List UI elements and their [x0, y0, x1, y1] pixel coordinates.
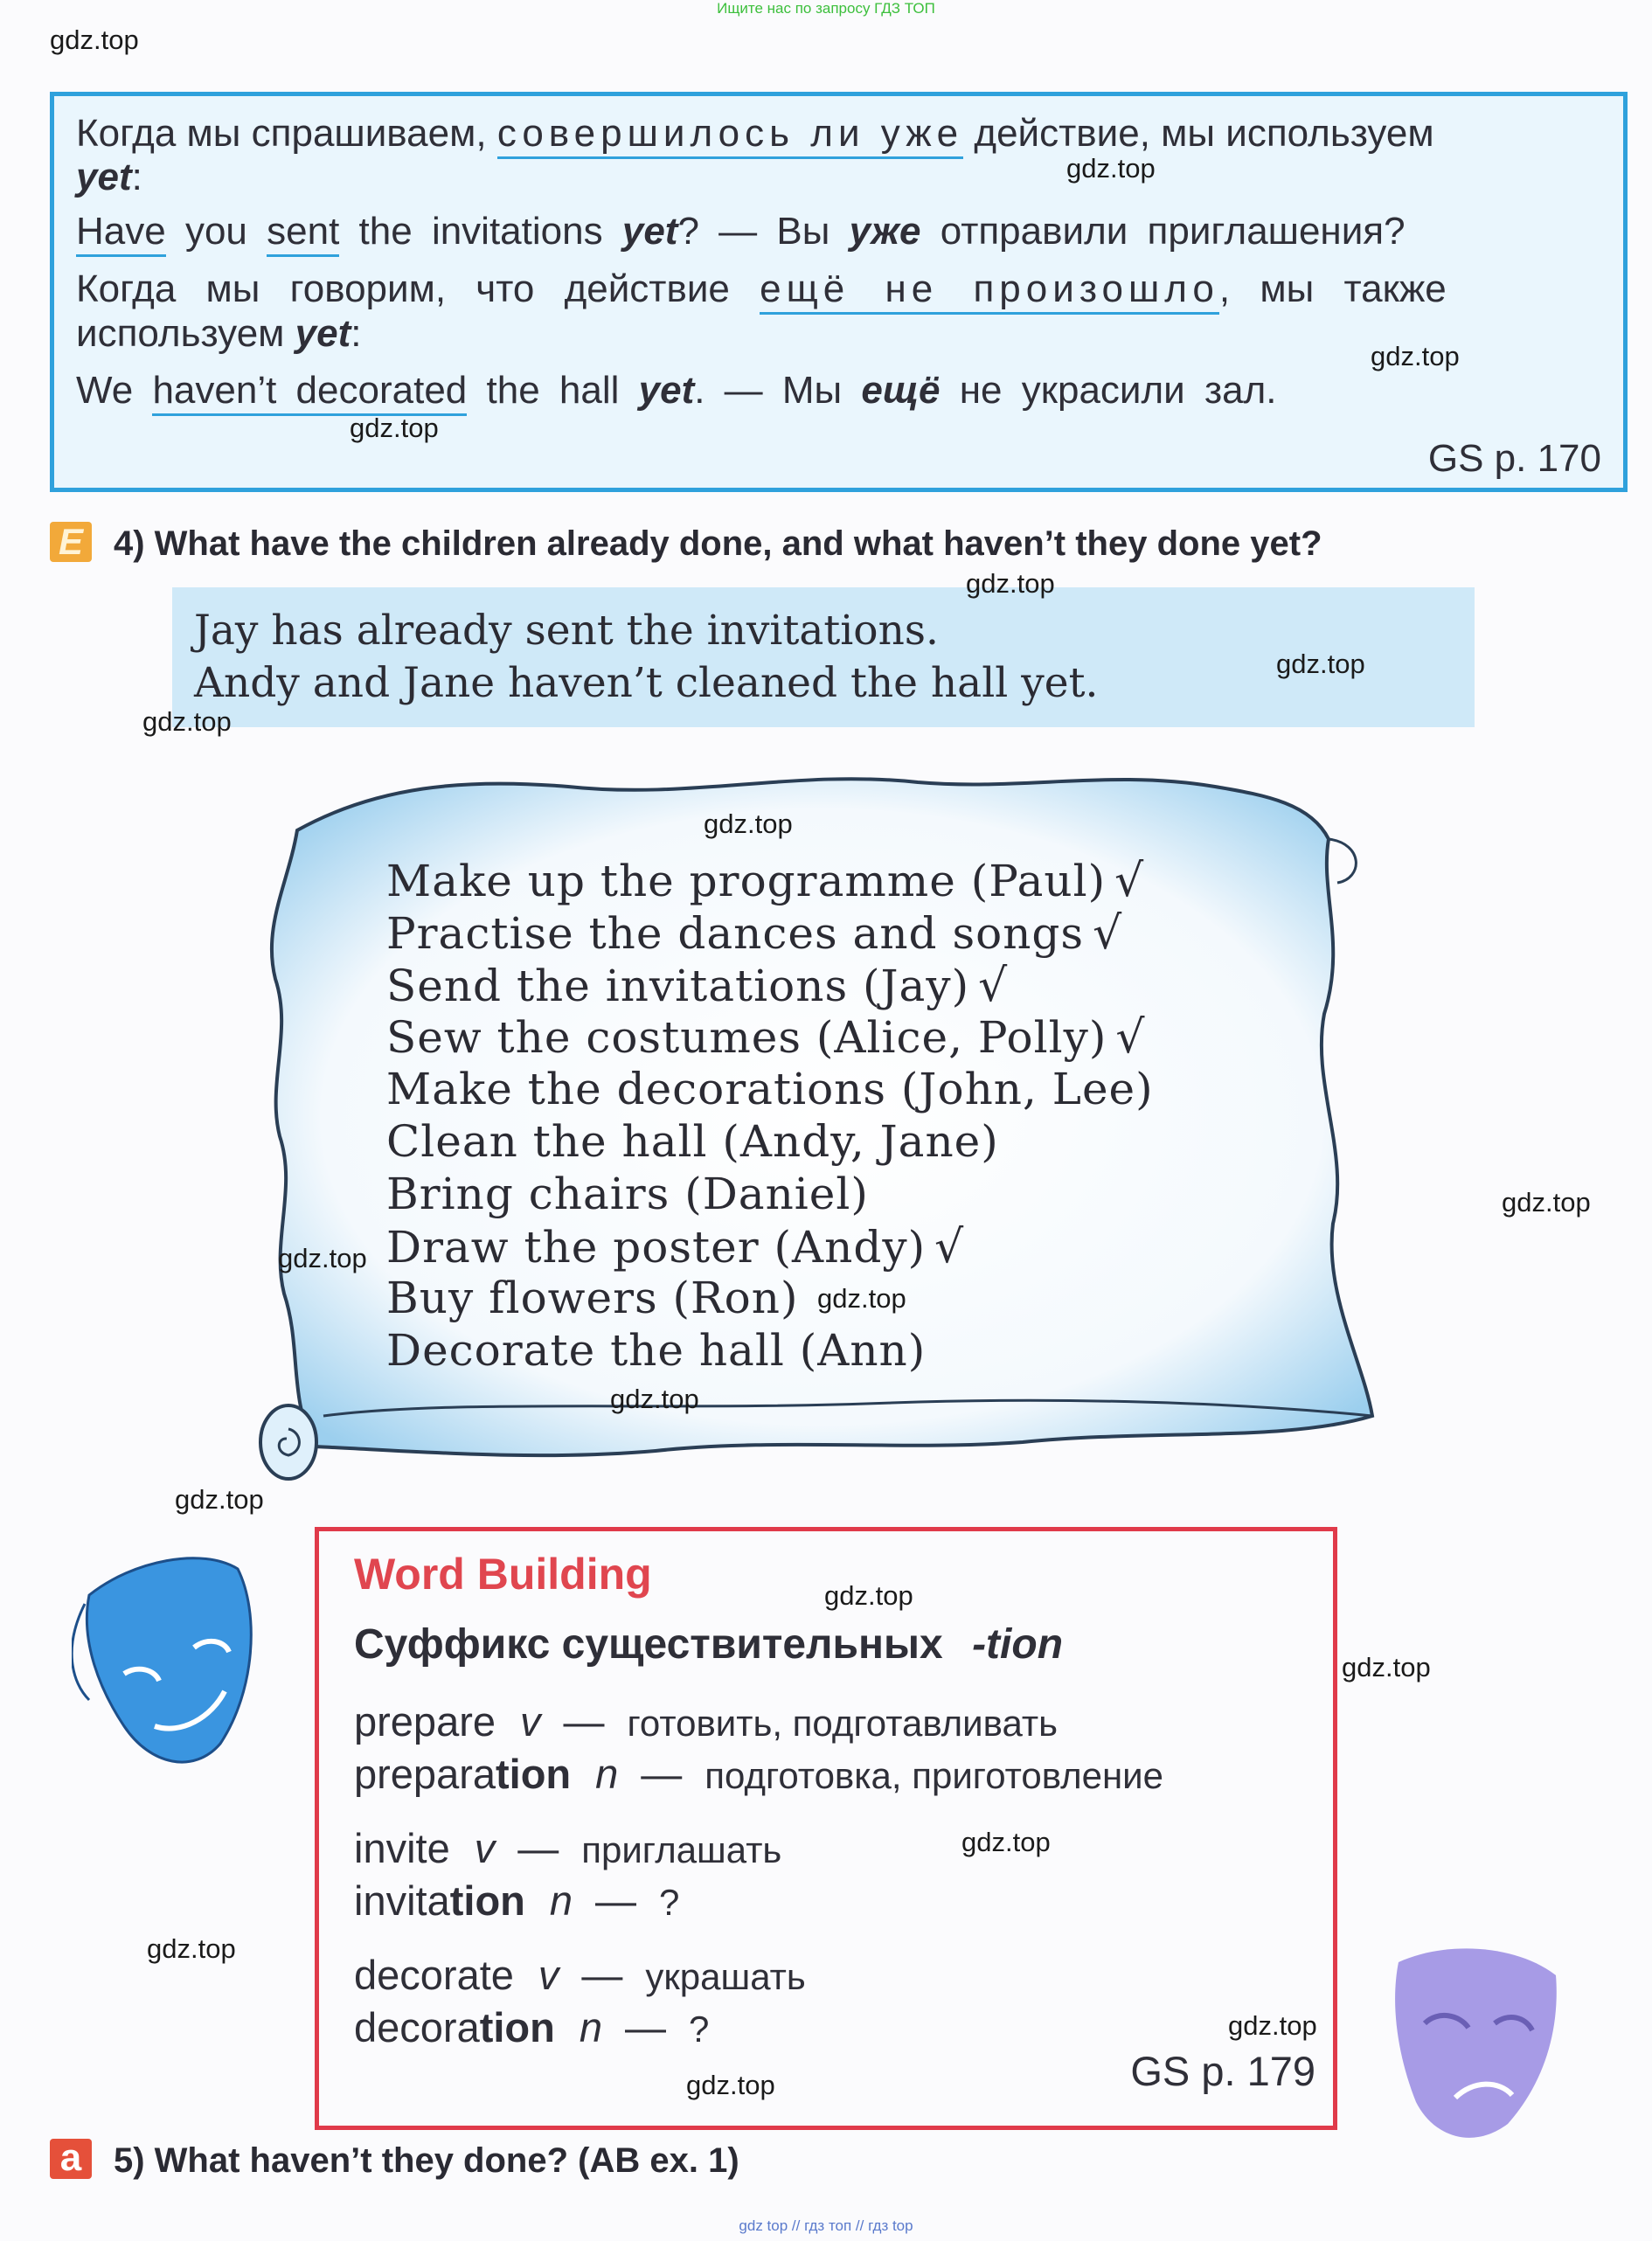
suffix-label: -tion [972, 1621, 1064, 1668]
word-base: invite [354, 1825, 450, 1871]
watermark: gdz.top [1371, 341, 1460, 371]
yet-keyword: yet [76, 156, 132, 198]
task-item [386, 1273, 799, 1323]
task-item [386, 1064, 1154, 1114]
dash: — [517, 1825, 559, 1871]
watermark: gdz.top [50, 24, 139, 55]
task-item [386, 1169, 869, 1219]
task-text: Buy flowers (Ron) [386, 1273, 799, 1324]
watermark: gdz.top [704, 808, 793, 839]
task-item [386, 960, 1008, 1012]
example-line-2: Andy and Jane haven’t cleaned the hall yet. [194, 659, 1099, 707]
task-item [386, 1011, 1146, 1064]
word-row [354, 1877, 679, 1925]
exercise-4-title: 4) What have the children already done, and what haven’t they done yet? [114, 524, 1322, 563]
rule-line-2: yet: [76, 156, 142, 198]
word-row [354, 1824, 781, 1872]
part-of-speech: v [474, 1825, 496, 1871]
watermark: gdz.top [610, 1384, 699, 1414]
word-base: prepare [354, 1698, 496, 1745]
part-of-speech: n [549, 1877, 573, 1924]
watermark: gdz.top [1066, 153, 1156, 184]
top-watermark: Ищите нас по запросу ГДЗ ТОП [717, 0, 935, 17]
task-text: Bring chairs (Daniel) [386, 1168, 869, 1219]
task-text: Make the decorations (John, Lee) [386, 1064, 1154, 1115]
dash: — [581, 1952, 623, 1998]
watermark: gdz.top [1342, 1652, 1431, 1682]
comedy-mask-image [72, 1543, 281, 1779]
watermark: gdz.top [1502, 1187, 1591, 1218]
rule-example-1: Have you sent the invitations yet? — Вы уже отправили приглашения? [76, 210, 1406, 253]
rule-text: действие, мы используем [974, 112, 1434, 155]
word-building-title: Word Building [354, 1550, 652, 1599]
word-suffix: tion [449, 1877, 525, 1924]
rule-text: Когда мы спрашиваем, [76, 112, 487, 155]
word-row [354, 1951, 806, 1999]
word-building-reference: GS p. 179 [1130, 2048, 1315, 2094]
rule-line-5: используем yet: [76, 312, 362, 355]
dash: — [563, 1698, 605, 1745]
rule-line-1 [76, 112, 1434, 156]
task-text: Practise the dances and songs [386, 907, 1085, 959]
word-row [354, 2003, 709, 2051]
exercise-e-icon: E [50, 522, 92, 562]
rule-underlined: совершилось ли уже [497, 112, 963, 159]
task-item [386, 855, 1144, 907]
task-text: Draw the poster (Andy) [386, 1221, 927, 1273]
watermark: gdz.top [175, 1484, 264, 1515]
done-tick: √ [1114, 855, 1145, 907]
word-base: invita [354, 1877, 450, 1924]
word-building-box [315, 1527, 1337, 2130]
dash: — [595, 1877, 637, 1924]
task-item [386, 1221, 964, 1273]
word-suffix: tion [496, 1751, 572, 1797]
task-item [386, 907, 1122, 960]
task-item [386, 1325, 926, 1376]
rule-example-2: We haven’t decorated the hall yet. — Мы ещё не украсили зал. [76, 369, 1277, 413]
done-tick: √ [934, 1220, 965, 1273]
watermark: gdz.top [278, 1243, 367, 1273]
word-base: prepara [354, 1751, 496, 1797]
watermark: gdz.top [817, 1283, 906, 1314]
word-base: decora [354, 2004, 480, 2050]
part-of-speech: n [595, 1751, 619, 1797]
tragedy-mask-image [1385, 1936, 1573, 2150]
part-of-speech: v [520, 1698, 541, 1745]
translation: приглашать [581, 1829, 782, 1870]
task-text: Send the invitations (Jay) [386, 960, 970, 1011]
done-tick: √ [1093, 906, 1123, 960]
watermark: gdz.top [824, 1580, 913, 1611]
done-tick: √ [1115, 1011, 1146, 1065]
exercise-a-icon: a [50, 2139, 92, 2179]
exercise-5-title: 5) What haven’t they done? (AB ex. 1) [114, 2141, 739, 2180]
watermark: gdz.top [142, 706, 232, 737]
word-row [354, 1750, 1163, 1798]
task-text: Make up the programme (Paul) [386, 856, 1107, 906]
translation: подготовка, приготовление [705, 1755, 1163, 1796]
task-text: Clean the hall (Andy, Jane) [386, 1116, 999, 1167]
watermark: gdz.top [1228, 2010, 1317, 2041]
rule-line-4: Когда мы говорим, что действие ещё не произошло, мы также [76, 267, 1447, 311]
grammar-rule-box [50, 92, 1628, 492]
rule-reference: GS p. 170 [1427, 437, 1601, 480]
dash: — [625, 2004, 666, 2050]
task-item [386, 1116, 999, 1167]
watermark: gdz.top [686, 2070, 775, 2100]
done-tick: √ [978, 959, 1009, 1012]
translation: ? [659, 1882, 680, 1923]
watermark: gdz.top [966, 568, 1055, 599]
watermark: gdz.top [147, 1933, 236, 1964]
bottom-watermark: gdz top // гдз топ // гдз top [739, 2217, 913, 2234]
task-text: Decorate the hall (Ann) [386, 1325, 927, 1377]
word-suffix: tion [479, 2004, 555, 2050]
word-base: decorate [354, 1952, 514, 1998]
translation: готовить, подготавливать [627, 1703, 1059, 1744]
word-row [354, 1697, 1058, 1745]
task-text: Sew the costumes (Alice, Polly) [386, 1012, 1107, 1064]
part-of-speech: n [579, 2004, 602, 2050]
translation: украшать [645, 1956, 806, 1997]
dash: — [641, 1751, 683, 1797]
suffix-heading: Суффикс существительных -tion [354, 1621, 1064, 1668]
example-line-1: Jay has already sent the invitations. [194, 607, 939, 655]
translation: ? [689, 2009, 710, 2050]
watermark: gdz.top [350, 413, 439, 443]
watermark: gdz.top [961, 1827, 1051, 1857]
watermark: gdz.top [1276, 649, 1365, 679]
part-of-speech: v [538, 1952, 559, 1998]
